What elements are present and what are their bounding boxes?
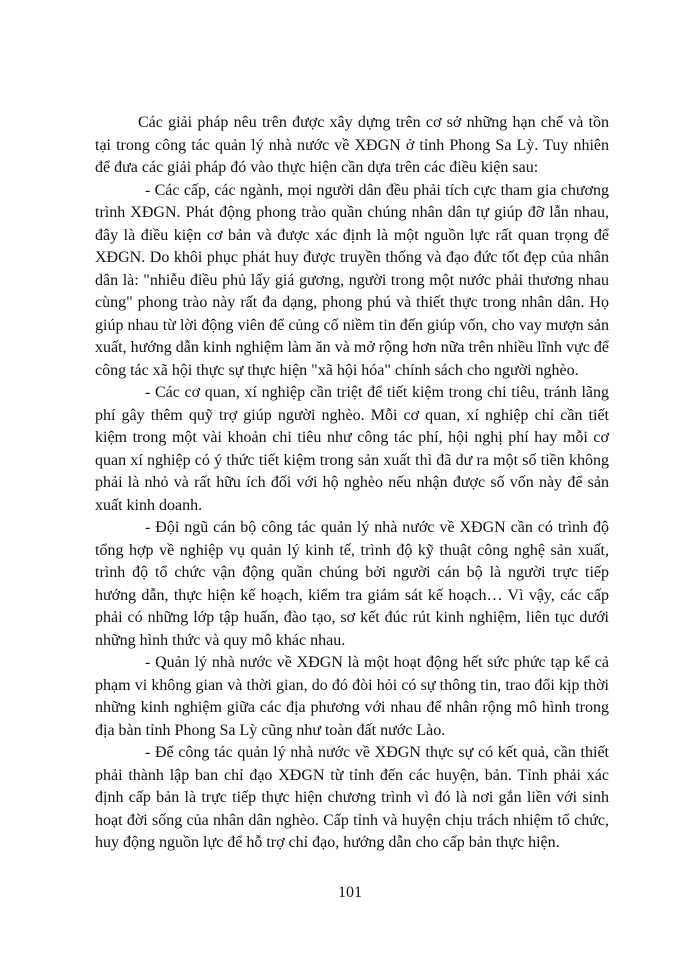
paragraph-intro: Các giải pháp nêu trên được xây dựng trên cơ sở những hạn chế và tồn tại trong công tác quản lý nhà nước về XĐGN ở tỉnh Phong Sa Lỳ. Tuy nhiên để đưa các giải pháp đó vào thực hiện cần dựa trên các điều kiện sau: (95, 114, 609, 176)
paragraph-steering-committee: - Để công tác quản lý nhà nước về XĐGN thực sự có kết quả, cần thiết phải thành lập ban chỉ đạo XĐGN từ tỉnh đến các huyện, bản. Tỉnh phải xác định cấp bản là trực tiếp thực hiện chương trình vì đó là nơi gắn liền với sinh hoạt đời sống của nhân dân nghèo. Cấp tỉnh và huyện chịu trách nhiệm tổ chức, huy động nguồn lực để hỗ trợ chỉ đạo, hướng dẫn cho cấp bản thực hiện. (95, 744, 609, 851)
paragraph-staff-training: - Đội ngũ cán bộ công tác quản lý nhà nước về XĐGN cần có trình độ tổng hợp về nghiệp vụ quản lý kinh tế, trình độ kỹ thuật công nghệ sản xuất, trình độ tổ chức vận động quần chúng bởi người cán bộ là người trực tiếp hướng dẫn, thực hiện kế hoạch, kiểm tra giám sát kế hoạch… Vì vậy, các cấp phải có những lớp tập huấn, đào tạo, sơ kết đúc rút kinh nghiệm, liên tục dưới những hình thức và quy mô khác nhau. (95, 519, 609, 649)
paragraph-agency-savings: - Các cơ quan, xí nghiệp cần triệt để tiết kiệm trong chi tiêu, tránh lãng phí gây thêm quỹ trợ giúp người nghèo. Mỗi cơ quan, xí nghiệp chỉ cần tiết kiệm trong một vài khoản chi tiêu như công tác phí, hội nghị phí hay mỗi cơ quan xí nghiệp có ý thức tiết kiệm trong sản xuất thì đã dư ra một số tiền không phải là nhỏ và rất hữu ích đối với hộ nghèo nếu nhận được số vốn này để sản xuất kinh doanh. (95, 384, 609, 514)
body-text (95, 112, 609, 855)
page-number: 101 (338, 884, 362, 901)
paragraph-information-exchange: - Quản lý nhà nước về XĐGN là một hoạt động hết sức phức tạp kể cả phạm vi không gian và thời gian, do đó đòi hỏi có sự thông tin, trao đổi kịp thời những kinh nghiệm giữa các địa phương với nhau để nhân rộng mô hình trong địa bàn tỉnh Phong Sa Lỳ cũng như toàn đất nước Lào. (95, 654, 609, 739)
paragraph-community-participation: - Các cấp, các ngành, mọi người dân đều phải tích cực tham gia chương trình XĐGN. Phát động phong trào quần chúng nhân dân tự giúp đỡ lẫn nhau, đây là điều kiện cơ bản và được xác định là một nguồn lực rất quan trọng để XĐGN. Do khôi phục phát huy được truyền thống và đạo đức tốt đẹp của nhân dân là: "nhiễu điều phủ lấy giá gương, người trong một nước phải thương nhau cùng" phong trào này rất đa dạng, phong phú và thiết thực trong nhân dân. Họ giúp nhau từ lời động viên để củng cố niềm tin đến giúp vốn, cho vay mượn sản xuất, hướng dẫn kinh nghiệm làm ăn và mở rộng hơn nữa trên nhiều lĩnh vực để công tác xã hội thực sự thực hiện "xã hội hóa" chính sách cho người nghèo. (95, 181, 609, 379)
